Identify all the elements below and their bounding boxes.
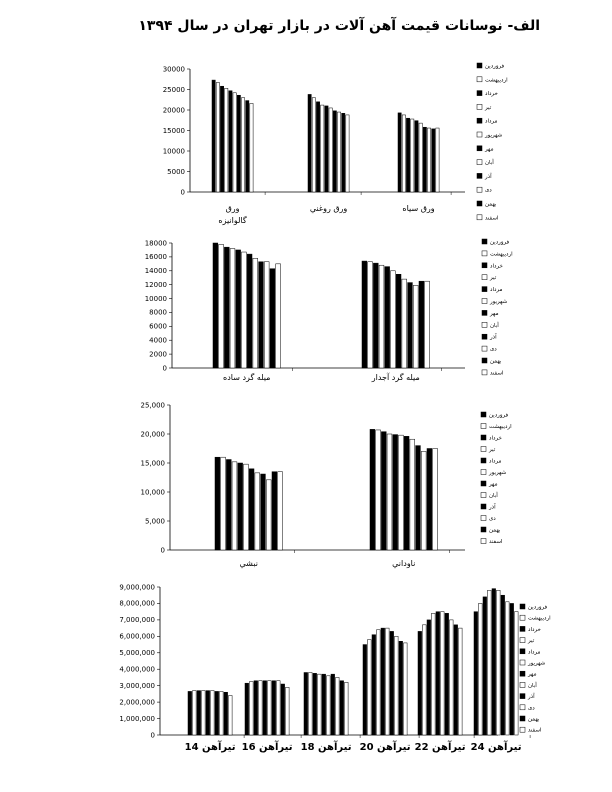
bar <box>237 95 240 192</box>
bar <box>250 103 253 192</box>
bar <box>398 113 401 192</box>
bar <box>215 691 219 735</box>
bar <box>408 283 413 368</box>
legend-swatch <box>477 187 482 192</box>
legend-label: اسفند <box>489 539 503 545</box>
bar <box>333 111 336 192</box>
category-label: میله گرد ساده <box>223 373 271 382</box>
y-tick-label: 10000 <box>162 147 185 156</box>
legend-swatch <box>520 682 525 687</box>
category-label: تيرآهن 18 <box>300 742 352 753</box>
legend-label: آبان <box>489 493 498 499</box>
legend-label: مرداد <box>489 458 502 465</box>
bar <box>497 590 501 735</box>
y-tick-label: 4,000,000 <box>119 665 155 674</box>
bar <box>224 692 228 735</box>
bar <box>381 432 386 550</box>
bar <box>433 449 438 551</box>
legend-swatch <box>481 516 486 521</box>
bar <box>423 625 427 735</box>
y-tick-label: 8,000,000 <box>119 599 155 608</box>
bar <box>402 279 407 368</box>
bar <box>510 603 514 735</box>
y-tick-label: 8000 <box>149 308 167 317</box>
y-tick-label: 2,000,000 <box>119 698 155 707</box>
legend-swatch <box>481 481 486 486</box>
bar <box>329 108 332 192</box>
bar <box>404 643 408 735</box>
bar <box>381 628 385 735</box>
category-label: میله گرد آجدار <box>371 373 420 382</box>
legend-swatch <box>481 504 486 509</box>
bar <box>362 261 367 368</box>
legend-swatch <box>520 626 525 631</box>
bar <box>241 98 244 192</box>
legend-label: دی <box>490 346 497 353</box>
bar <box>393 435 398 550</box>
bar <box>386 628 390 735</box>
bar <box>336 677 340 735</box>
bar <box>415 121 418 192</box>
legend-label: اردیبهشت <box>490 251 513 258</box>
y-tick-label: 2000 <box>149 350 167 359</box>
y-tick-label: 12000 <box>144 280 167 289</box>
category-label: نبشي <box>239 559 258 568</box>
legend-label: فروردین <box>490 239 510 246</box>
bar <box>395 636 399 735</box>
category-label: تيرآهن 14 <box>184 742 236 753</box>
legend-label: شهریور <box>485 132 503 139</box>
y-tick-label: 5000 <box>167 167 185 176</box>
legend-label: آبان <box>485 160 494 167</box>
bar <box>316 102 319 192</box>
category-label: ورق سياه <box>402 204 435 213</box>
bar <box>230 249 235 368</box>
bar <box>432 129 435 192</box>
y-tick-label: 25000 <box>162 85 185 94</box>
bar <box>188 691 192 735</box>
legend-label: شهریور <box>528 660 546 667</box>
bar <box>313 673 317 735</box>
legend-swatch <box>482 275 487 280</box>
bar <box>215 457 220 550</box>
bar <box>427 128 430 192</box>
bar <box>385 267 390 368</box>
legend-swatch <box>477 173 482 178</box>
y-tick-label: 0 <box>180 188 185 197</box>
bar <box>474 612 478 735</box>
legend-swatch <box>481 412 486 417</box>
bar <box>418 631 422 735</box>
legend-swatch <box>520 694 525 699</box>
bar <box>427 620 431 735</box>
legend-label: دی <box>485 187 492 194</box>
legend-label: آبان <box>490 322 499 329</box>
bar <box>245 683 249 735</box>
legend-label: مرداد <box>485 118 498 125</box>
bar <box>331 674 335 735</box>
bar <box>221 457 226 550</box>
bar <box>219 244 224 368</box>
legend-label: اسفند <box>490 370 504 377</box>
legend-swatch <box>482 239 487 244</box>
bar <box>436 128 439 192</box>
bar <box>206 691 210 735</box>
bar <box>318 674 322 735</box>
bar <box>220 86 223 192</box>
legend-label: تیر <box>528 638 535 645</box>
bar <box>342 113 345 192</box>
bar <box>368 262 373 368</box>
category-label: ورق <box>225 204 240 213</box>
bar <box>249 469 254 550</box>
y-tick-label: 6000 <box>149 322 167 331</box>
legend-swatch <box>482 310 487 315</box>
y-tick-label: 16000 <box>144 253 167 262</box>
legend-label: اسفند <box>528 727 542 734</box>
legend-label: مرداد <box>490 287 503 294</box>
y-tick-label: 9,000,000 <box>119 583 155 592</box>
bar <box>416 446 421 550</box>
y-tick-label: 18000 <box>144 239 167 248</box>
page-title: الف- نوسانات قیمت آهن آلات در بازار تهران در سال ۱۳۹۴ <box>138 18 540 34</box>
y-tick-label: 0 <box>162 364 167 373</box>
legend-swatch <box>481 435 486 440</box>
bar <box>259 262 264 368</box>
legend-swatch <box>481 539 486 544</box>
legend-swatch <box>481 470 486 475</box>
bar <box>322 674 326 735</box>
legend-label: بهمن <box>489 527 501 534</box>
bar <box>246 101 249 192</box>
y-tick-label: 25,000 <box>140 401 165 410</box>
legend-label: تیر <box>490 275 497 282</box>
legend-swatch <box>482 370 487 375</box>
bar <box>421 451 426 550</box>
bar <box>402 115 405 192</box>
legend-swatch <box>477 104 482 109</box>
bar <box>325 106 328 192</box>
legend-label: مرداد <box>528 649 541 656</box>
bar <box>197 691 201 735</box>
bar <box>441 612 445 735</box>
y-tick-label: 10,000 <box>140 488 165 497</box>
bar <box>216 83 219 192</box>
bar <box>304 673 308 735</box>
bar <box>308 94 311 192</box>
bar <box>276 264 281 368</box>
y-tick-label: 5,000 <box>144 517 165 526</box>
legend-label: آذر <box>489 504 496 511</box>
category-label: تيرآهن 24 <box>470 742 522 753</box>
bar <box>404 436 409 550</box>
bar <box>253 258 258 368</box>
y-tick-label: 3,000,000 <box>119 681 155 690</box>
bar <box>387 434 392 550</box>
bar <box>410 439 415 550</box>
y-tick-label: 20,000 <box>140 430 165 439</box>
bar <box>391 271 396 368</box>
category-label: تيرآهن 22 <box>414 742 466 753</box>
legend-label: خرداد <box>490 263 503 270</box>
bar <box>220 691 224 735</box>
bar <box>411 119 414 192</box>
category-label: ورق روغني <box>309 204 348 213</box>
category-label: گالوانیزه <box>218 216 247 225</box>
legend-label: بهمن <box>528 716 540 723</box>
legend-swatch <box>477 215 482 220</box>
bar <box>373 263 378 368</box>
bar <box>225 88 228 192</box>
bar <box>399 641 403 735</box>
bar <box>340 681 344 735</box>
legend-swatch <box>482 263 487 268</box>
legend-label: دی <box>528 705 535 712</box>
legend-swatch <box>520 705 525 710</box>
bar <box>479 603 483 735</box>
bar <box>226 460 231 550</box>
y-tick-label: 0 <box>160 546 165 555</box>
bar <box>202 691 206 735</box>
bar <box>254 681 258 735</box>
y-tick-label: 6,000,000 <box>119 632 155 641</box>
bar <box>229 91 232 192</box>
legend-label: فروردین <box>528 604 548 611</box>
bar <box>345 682 349 735</box>
legend-swatch <box>482 299 487 304</box>
bar <box>492 589 496 735</box>
bar <box>346 115 349 192</box>
bar <box>272 472 277 550</box>
bar <box>423 127 426 192</box>
bar <box>278 472 283 550</box>
bar <box>459 628 463 735</box>
bar <box>377 630 381 735</box>
bar <box>281 684 285 735</box>
legend-swatch <box>482 322 487 327</box>
bar <box>483 597 487 735</box>
bar <box>432 613 436 735</box>
bar <box>250 682 254 735</box>
legend-swatch <box>481 458 486 463</box>
legend-swatch <box>477 201 482 206</box>
legend-swatch <box>482 287 487 292</box>
legend-label: تیر <box>485 104 492 111</box>
bar <box>413 285 418 368</box>
y-tick-label: 15000 <box>162 126 185 135</box>
bar <box>488 590 492 735</box>
legend-label: مهر <box>485 146 494 153</box>
legend-swatch <box>520 660 525 665</box>
legend-swatch <box>482 251 487 256</box>
bar <box>427 449 432 551</box>
legend-label: مهر <box>490 310 499 317</box>
legend-swatch <box>477 160 482 165</box>
legend-label: فروردین <box>485 63 505 70</box>
legend-label: خرداد <box>485 91 498 98</box>
legend-label: شهریور <box>489 470 507 476</box>
legend-label: آذر <box>485 173 492 180</box>
category-label: تيرآهن 20 <box>359 742 411 753</box>
bar <box>232 462 237 550</box>
legend-swatch <box>520 638 525 643</box>
legend-label: اردیبهشت <box>489 424 512 430</box>
legend-swatch <box>477 132 482 137</box>
bar <box>376 430 381 550</box>
legend-label: شهریور <box>490 299 508 305</box>
bar <box>327 676 331 735</box>
legend-label: اردیبهشت <box>485 77 508 84</box>
bar <box>266 480 271 550</box>
bar <box>238 463 243 550</box>
y-tick-label: 1,000,000 <box>119 714 155 723</box>
bar <box>213 243 218 368</box>
bar <box>445 613 449 735</box>
bar <box>368 640 372 735</box>
bar <box>399 435 404 550</box>
legend-swatch <box>477 118 482 123</box>
bar <box>372 635 376 735</box>
bar <box>406 118 409 192</box>
legend-swatch <box>520 671 525 676</box>
legend-swatch <box>477 63 482 68</box>
bar <box>236 250 241 368</box>
bar <box>224 247 229 368</box>
legend-label: اردیبهشت <box>528 615 551 622</box>
legend-swatch <box>482 358 487 363</box>
legend-label: بهمن <box>485 201 497 208</box>
bar <box>242 252 247 368</box>
legend-label: اسفند <box>485 215 499 222</box>
category-label: تيرآهن 16 <box>241 742 293 753</box>
bar <box>268 681 272 735</box>
y-tick-label: 0 <box>150 731 155 740</box>
legend-swatch <box>520 716 525 721</box>
bar <box>233 93 236 192</box>
legend-label: دی <box>489 516 496 522</box>
y-tick-label: 7,000,000 <box>119 616 155 625</box>
bar <box>286 687 290 735</box>
bar <box>212 80 215 192</box>
bar <box>247 254 252 368</box>
bar <box>425 281 430 368</box>
legend-label: آذر <box>528 694 535 701</box>
y-tick-label: 20000 <box>162 106 185 115</box>
legend-swatch <box>520 649 525 654</box>
bar <box>261 474 266 550</box>
bar <box>337 112 340 192</box>
y-tick-label: 30000 <box>162 65 185 74</box>
bar <box>270 269 275 368</box>
legend-label: آذر <box>490 334 497 341</box>
bar <box>263 681 267 735</box>
bar <box>321 105 324 192</box>
bar <box>229 696 233 735</box>
y-tick-label: 10000 <box>144 294 167 303</box>
bar <box>211 691 215 735</box>
legend-label: تیر <box>489 447 496 453</box>
bar <box>501 595 505 735</box>
bar <box>419 123 422 192</box>
legend-swatch <box>477 77 482 82</box>
y-tick-label: 15,000 <box>140 459 165 468</box>
legend-swatch <box>520 615 525 620</box>
y-tick-label: 14000 <box>144 267 167 276</box>
legend-swatch <box>520 727 525 732</box>
bar <box>244 464 249 550</box>
legend-swatch <box>477 91 482 96</box>
bar <box>259 681 263 735</box>
bar <box>379 265 384 368</box>
bar <box>390 631 394 735</box>
category-label: ناوداني <box>392 559 416 568</box>
y-tick-label: 5,000,000 <box>119 649 155 658</box>
bar <box>277 681 281 735</box>
bar <box>363 645 367 735</box>
bar <box>396 274 401 368</box>
bar <box>255 473 260 550</box>
bar <box>370 429 375 550</box>
bar <box>450 620 454 735</box>
legend-label: خرداد <box>489 435 502 442</box>
legend-swatch <box>520 604 525 609</box>
bar <box>506 602 510 735</box>
legend-label: بهمن <box>490 358 502 365</box>
legend-label: مهر <box>489 481 498 488</box>
legend-swatch <box>481 527 486 532</box>
bar <box>264 262 269 368</box>
legend-swatch <box>481 493 486 498</box>
bar <box>436 612 440 735</box>
legend-label: خرداد <box>528 626 541 633</box>
legend-swatch <box>477 146 482 151</box>
bar <box>312 98 315 192</box>
bar <box>193 691 197 735</box>
legend-label: مهر <box>528 671 537 678</box>
bar <box>272 681 276 735</box>
legend-swatch <box>481 424 486 429</box>
bar <box>454 625 458 735</box>
legend-label: آبان <box>528 682 537 689</box>
legend-swatch <box>481 447 486 452</box>
bar <box>309 673 313 735</box>
legend-swatch <box>482 334 487 339</box>
legend-swatch <box>482 346 487 351</box>
bar <box>419 281 424 368</box>
legend-label: فروردین <box>489 412 509 419</box>
y-tick-label: 4000 <box>149 336 167 345</box>
bar <box>515 612 519 735</box>
